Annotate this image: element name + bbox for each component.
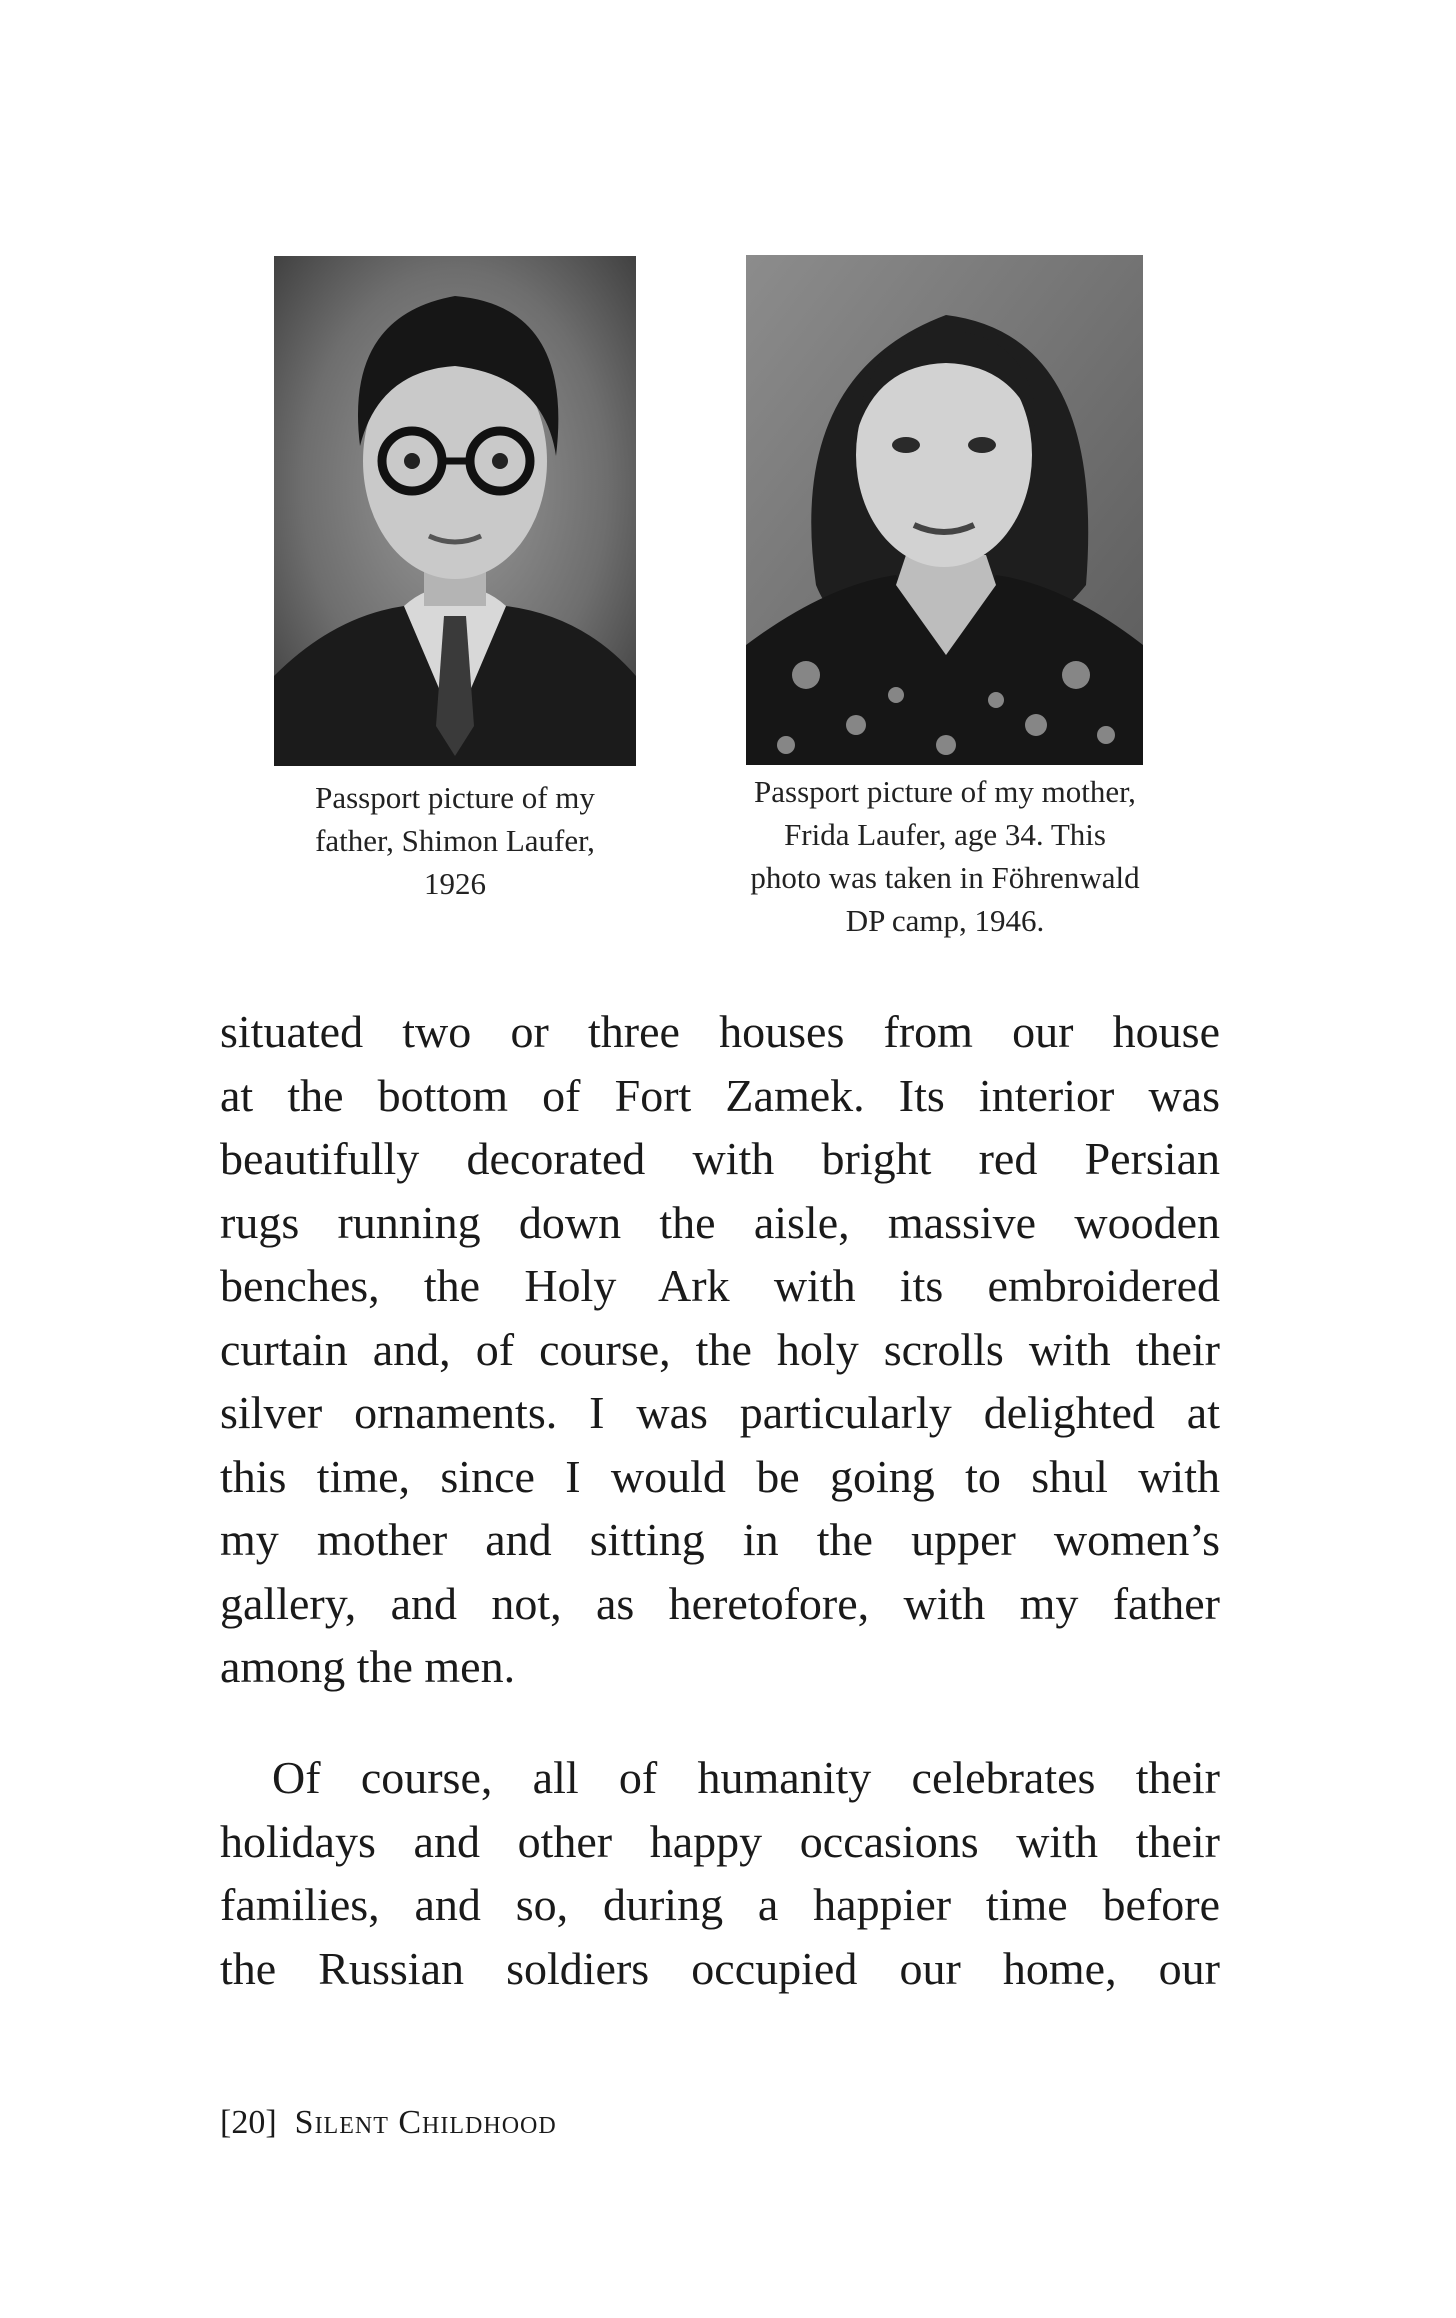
running-title: Silent Childhood xyxy=(294,2104,557,2141)
caption-mother-line: photo was taken in Föhrenwald xyxy=(750,860,1140,895)
caption-mother-line: Passport picture of my mother, xyxy=(754,774,1136,809)
text-line: the Russian soldiers occupied our home, our xyxy=(220,1942,1220,1994)
text-line: among the men. xyxy=(220,1641,516,1692)
body-paragraph-2 xyxy=(220,1746,1220,2000)
caption-father xyxy=(274,776,636,905)
body-paragraph-1 xyxy=(220,1000,1220,1699)
caption-mother-line: Frida Laufer, age 34. This xyxy=(784,817,1106,852)
page-footer xyxy=(220,2104,557,2142)
text-line: benches, the Holy Ark with its embroidered xyxy=(220,1260,1220,1311)
text-line: Of course, all of humanity celebrates their xyxy=(272,1752,1220,1803)
caption-mother-line: DP camp, 1946. xyxy=(845,903,1045,938)
text-line: beautifully decorated with bright red Persian xyxy=(220,1133,1220,1184)
text-line: gallery, and not, as heretofore, with my father xyxy=(220,1577,1220,1629)
text-line: holidays and other happy occasions with their xyxy=(220,1815,1220,1867)
caption-father-line: father, Shimon Laufer, xyxy=(315,823,595,858)
photo-father xyxy=(274,256,636,766)
caption-father-line: 1926 xyxy=(424,866,486,901)
text-line: this time, since I would be going to shul with xyxy=(220,1450,1220,1502)
page-number: [20] xyxy=(220,2104,277,2141)
text-line: curtain and, of course, the holy scrolls with their xyxy=(220,1323,1220,1375)
text-line: situated two or three houses from our house xyxy=(220,1006,1220,1057)
caption-father-line: Passport picture of my xyxy=(315,780,595,815)
text-line: at the bottom of Fort Zamek. Its interior was xyxy=(220,1069,1220,1121)
text-line: rugs running down the aisle, massive wooden xyxy=(220,1196,1220,1248)
mother-portrait-image xyxy=(746,255,1143,765)
text-line: silver ornaments. I was particularly delighted at xyxy=(220,1387,1220,1438)
text-line: my mother and sitting in the upper women’s xyxy=(220,1514,1220,1565)
caption-mother xyxy=(700,770,1190,942)
father-portrait-image xyxy=(274,256,636,766)
photo-mother xyxy=(746,255,1143,765)
text-line: families, and so, during a happier time before xyxy=(220,1879,1220,1930)
